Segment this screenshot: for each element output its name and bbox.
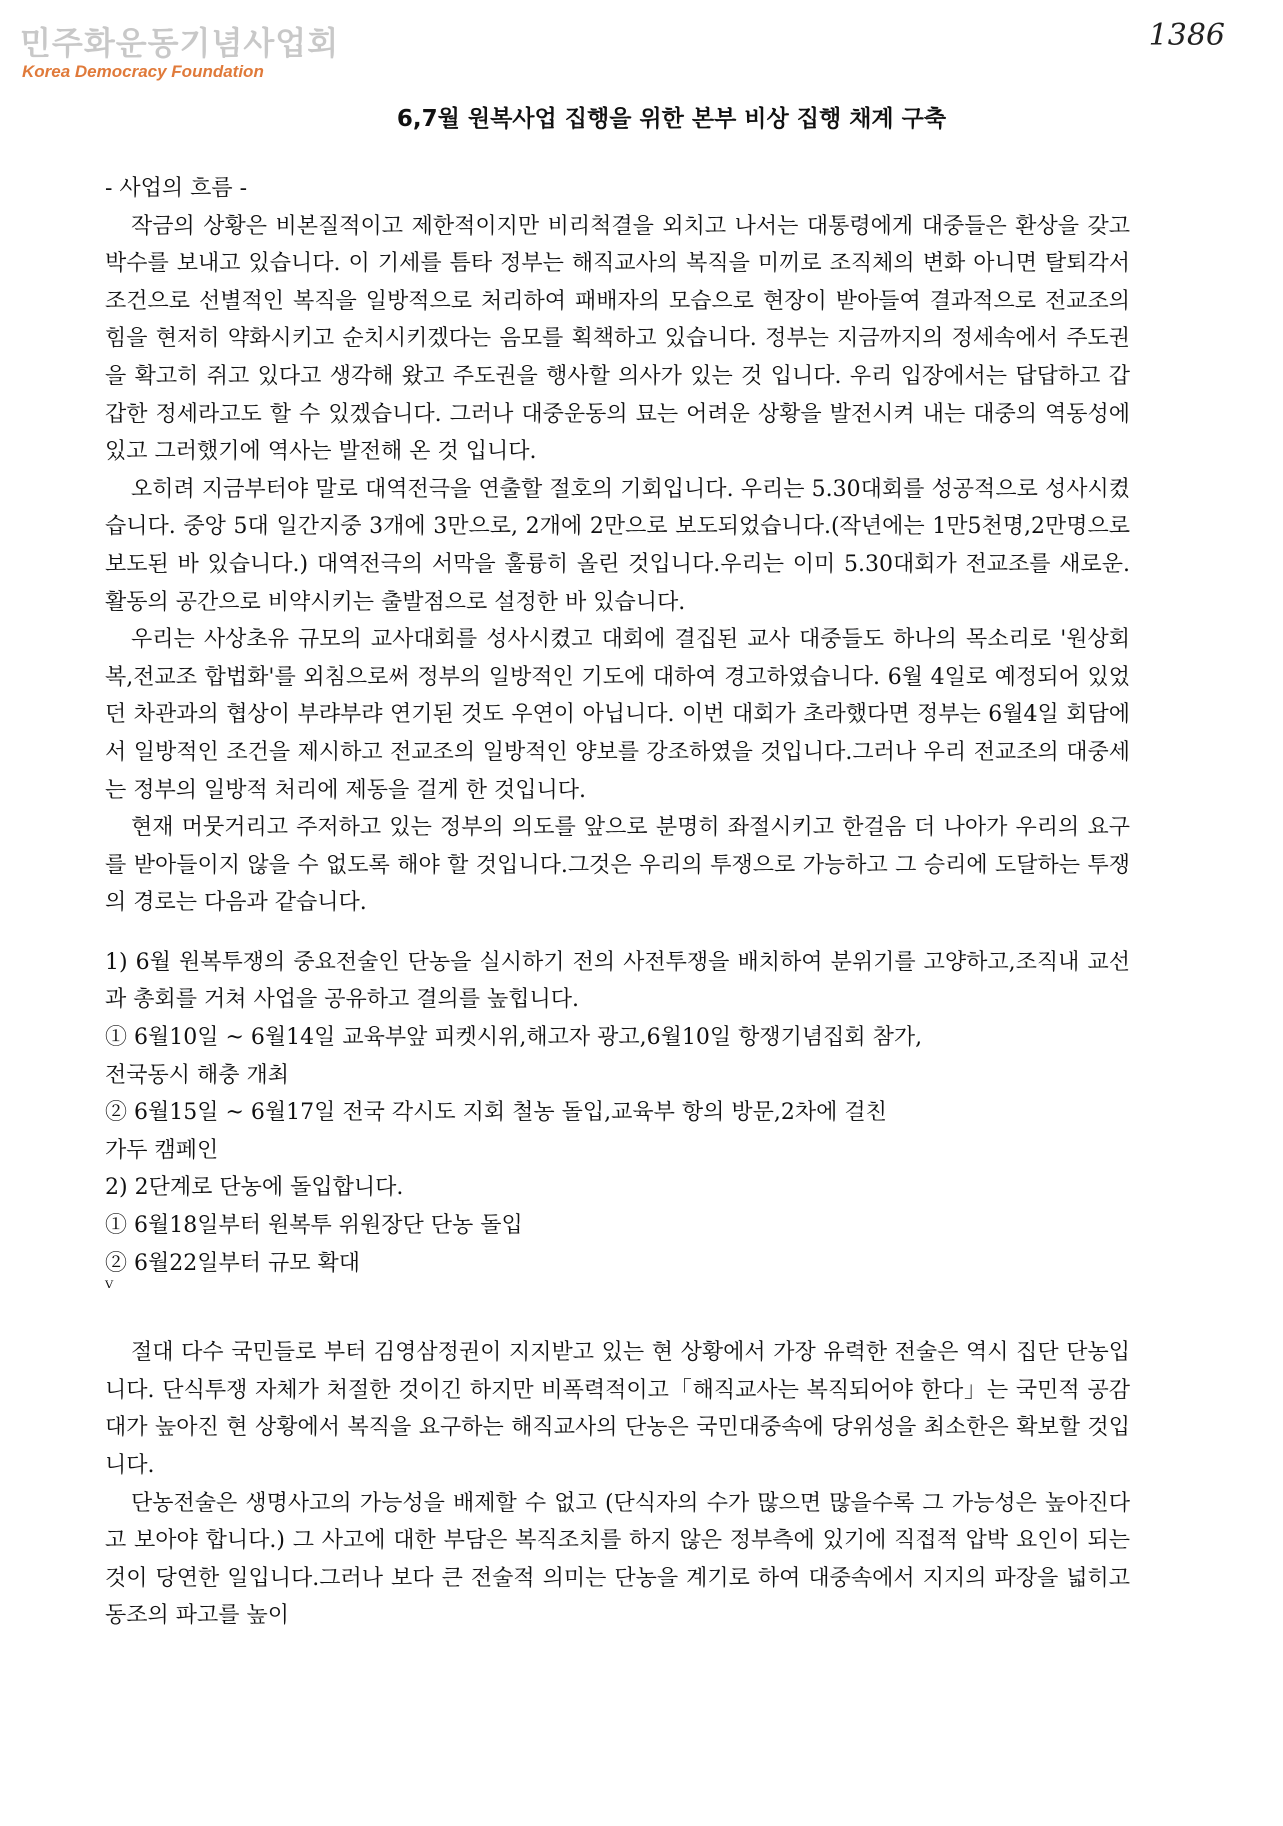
watermark-logo-korean: 민주화운동기념사업회: [20, 24, 340, 62]
section-heading: - 사업의 흐름 -: [105, 176, 248, 201]
sub-step: ① 6월18일부터 원복투 위원장단 단농 돌입: [105, 1213, 523, 1239]
stray-mark: ⱽ: [105, 1278, 114, 1300]
sub-step-continuation: 가두 캠페인: [105, 1137, 219, 1163]
paragraph: 우리는 사상초유 규모의 교사대회를 성사시켰고 대회에 결집된 교사 대중들도 하나의 목소리로 '원상회복,전교조 합법화'를 외침으로써 정부의 일방적인 기도에 대하여 경고하였습니다. 6월 4일로 예정되어 있었던 차관과의 협상이 부랴부랴 연기된 것도 우연이 아닙니다. 이번 대회가 초라했다면 정부는 6월4일 회담에서 일방적인 조건을 제시하고 전교조의 일방적인 양보를 강조하였을 것입니다.그러나 우리 전교조의 대중세는 정부의 일방적 처리에 제동을 걸게 한 것입니다.: [105, 627, 1130, 803]
step-item: 2) 2단계로 단농에 돌입합니다.: [105, 1175, 404, 1201]
paragraph: 절대 다수 국민들로 부터 김영삼정권이 지지받고 있는 현 상황에서 가장 유력한 전술은 역시 집단 단농입니다. 단식투쟁 자체가 처절한 것이긴 하지만 비폭력적이고「해직교사는 복직되어야 한다」는 국민적 공감대가 높아진 현 상황에서 복직을 요구하는 해직교사의 단농은 국민대중속에 당위성을 최소한은 확보할 것입니다.: [105, 1340, 1130, 1478]
sub-step-continuation: 전국동시 해충 개최: [105, 1062, 290, 1088]
sub-step: ① 6월10일 ~ 6월14일 교육부앞 피켓시위,해고자 광고,6월10일 항쟁기념집회 참가,: [105, 1025, 923, 1051]
spacer: [105, 922, 1130, 944]
paragraph: 단농전술은 생명사고의 가능성을 배제할 수 없고 (단식자의 수가 많으면 많을수록 그 가능성은 높아진다고 보아야 합니다.) 그 사고에 대한 부담은 복직조치를 하지 않은 정부측에 있기에 직접적 압박 요인이 되는 것이 당연한 일입니다.그러나 보다 큰 전술적 의미는 단농을 계기로 하여 대중속에서 지지의 파장을 넓히고 동조의 파고를 높이: [105, 1490, 1130, 1629]
sub-step: ② 6월15일 ~ 6월17일 전국 각시도 지회 철농 돌입,교육부 항의 방문,2차에 걸친: [105, 1100, 887, 1126]
spacer: [105, 1296, 1130, 1334]
step-list: [105, 944, 1130, 1282]
paragraph: 오히려 지금부터야 말로 대역전극을 연출할 절호의 기회입니다. 우리는 5.30대회를 성공적으로 성사시켰습니다. 중앙 5대 일간지중 3개에 3만으로, 2개에 2만으로 보도되었습니다.(작년에는 1만5천명,2만명으로 보도된 바 있습니다.) 대역전극의 서막을 훌륭히 올린 것입니다.우리는 이미 5.30대회가 전교조를 새로운.활동의 공간으로 비약시키는 출발점으로 설정한 바 있습니다.: [105, 476, 1130, 615]
step-item: 1) 6월 원복투쟁의 중요전술인 단농을 실시하기 전의 사전투쟁을 배치하여 분위기를 고양하고,조직내 교선과 총회를 거쳐 사업을 공유하고 결의를 높힙니다.: [105, 949, 1130, 1013]
handwritten-page-number: 1386: [1148, 18, 1225, 53]
paragraph: 현재 머뭇거리고 주저하고 있는 정부의 의도를 앞으로 분명히 좌절시키고 한걸음 더 나아가 우리의 요구를 받아들이지 않을 수 없도록 해야 할 것입니다.그것은 우리의 투쟁으로 가능하고 그 승리에 도달하는 투쟁의 경로는 다음과 같습니다.: [105, 815, 1130, 916]
sub-step: ② 6월22일부터 규모 확대: [105, 1250, 360, 1276]
document-title: 6,7월 원복사업 집행을 위한 본부 비상 집행 채계 구축: [396, 106, 947, 132]
watermark-logo-english: Korea Democracy Foundation: [22, 62, 264, 81]
document-body: [105, 170, 1130, 1635]
paragraph: 작금의 상황은 비본질적이고 제한적이지만 비리척결을 외치고 나서는 대통령에게 대중들은 환상을 갖고 박수를 보내고 있습니다. 이 기세를 틈타 정부는 해직교사의 복직을 미끼로 조직체의 변화 아니면 탈퇴각서 조건으로 선별적인 복직을 일방적으로 처리하여 패배자의 모습으로 현장이 받아들여 결과적으로 전교조의 힘을 현저히 약화시키고 순치시키겠다는 음모를 획책하고 있습니다. 정부는 지금까지의 정세속에서 주도권을 확고히 쥐고 있다고 생각해 왔고 주도권을 행사할 의사가 있는 것 입니다. 우리 입장에서는 답답하고 갑갑한 정세라고도 할 수 있겠습니다. 그러나 대중운동의 묘는 어려운 상황을 발전시켜 내는 대중의 역동성에 있고 그러했기에 역사는 발전해 온 것 입니다.: [105, 213, 1130, 465]
